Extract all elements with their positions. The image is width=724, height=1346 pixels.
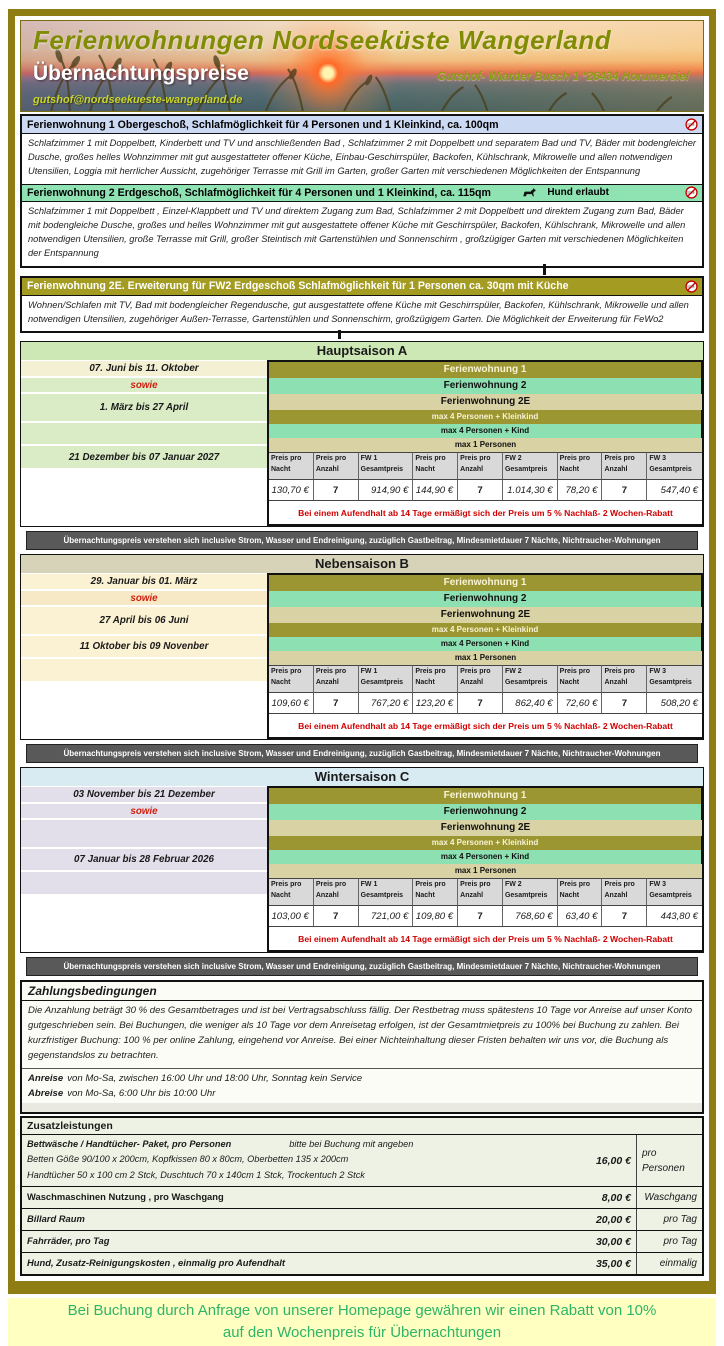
group-subheader: max 4 Personen + Kleinkind: [269, 623, 702, 637]
nights-cell: 7: [314, 906, 359, 927]
season-title: Wintersaison C: [21, 768, 703, 786]
nights-cell: 7: [314, 693, 359, 714]
column-header: Preis pro Anzahl: [458, 452, 503, 480]
group-header-fw2e: Ferienwohnung 2E: [269, 820, 702, 836]
apartment-2e-title: Ferienwohnung 2E. Erweiterung für FW2 Erdgeschoß Schlafmöglichkeit für 1 Personen ca. 30qm mit Küche: [27, 280, 569, 293]
apartment-1-header: [22, 116, 702, 134]
extras-label: Bettwäsche / Handtücher- Paket, pro Personen: [27, 1138, 232, 1149]
period-label: 07. Juni bis 11. Oktober: [21, 361, 267, 376]
page-subtitle: Übernachtungspreise: [33, 62, 249, 85]
extras-label: Hund, Zusatz-Reinigungskosten , einmalig pro Aufendhalt: [27, 1257, 285, 1269]
group-header-fw2: Ferienwohnung 2: [269, 378, 702, 394]
extras-unit: einmalig: [636, 1253, 702, 1274]
column-header: Preis pro Anzahl: [314, 452, 359, 480]
section-gap: [20, 333, 704, 339]
apartment-1-title: Ferienwohnung 1 Obergeschoß, Schlafmöglichkeit für 4 Personen und 1 Kleinkind, ca. 100qm: [27, 118, 499, 131]
discount-note: Bei einem Aufendhalt ab 14 Tage ermäßigt sich der Preis um 5 % Nachlaß- 2 Wochen-Rabatt: [269, 714, 702, 737]
column-header: Preis pro Anzahl: [602, 452, 647, 480]
apartment-2-header: [22, 184, 702, 202]
total-cell: 768,60 €: [503, 906, 558, 927]
extras-unit: Waschgang: [636, 1187, 702, 1208]
extras-label: Fahrräder, pro Tag: [27, 1235, 110, 1247]
period-label: 11 Oktober bis 09 Novenber: [21, 636, 267, 657]
column-header: Preis pro Anzahl: [314, 878, 359, 906]
no-smoking-icon: [685, 118, 698, 131]
apartment-2e-header: [22, 278, 702, 296]
price-cell: 109,60 €: [269, 693, 314, 714]
price-cell: 103,00 €: [269, 906, 314, 927]
extras-row-billiard: [22, 1209, 702, 1231]
period-label: 07 Januar bis 28 Februar 2026: [21, 849, 267, 870]
extras-price: 8,00 €: [601, 1191, 631, 1204]
extras-unit: pro Personen: [636, 1135, 702, 1187]
nights-cell: 7: [458, 480, 503, 501]
column-header: Preis pro Anzahl: [602, 665, 647, 693]
period-label: 03 November bis 21 Dezember: [21, 787, 267, 802]
column-header: FW 1 Gesamtpreis: [359, 665, 414, 693]
total-cell: 767,20 €: [359, 693, 414, 714]
info-bar: Übernachtungspreis verstehen sich inclusive Strom, Wasser und Endreinigung, zuzüglich Gastbeitrag, Mindesmietdauer 7 Nächte, Nichtraucher-Wohnungen: [26, 531, 698, 550]
group-header-fw2: Ferienwohnung 2: [269, 804, 702, 820]
period-label: [21, 872, 267, 894]
extras-unit: pro Tag: [636, 1231, 702, 1252]
column-header: Preis pro Nacht: [558, 452, 603, 480]
column-header: Preis pro Nacht: [413, 452, 458, 480]
period-label: sowie: [21, 591, 267, 605]
group-subheader: max 4 Personen + Kleinkind: [269, 410, 702, 424]
arrival-departure-info: [22, 1068, 702, 1103]
column-header: Preis pro Nacht: [413, 878, 458, 906]
season-table-nebensaison-b: [20, 554, 704, 740]
column-header: FW 2 Gesamtpreis: [503, 878, 558, 906]
column-header: Preis pro Nacht: [558, 878, 603, 906]
extras-row-dog-cleaning: [22, 1253, 702, 1274]
extras-unit: pro Tag: [636, 1209, 702, 1230]
price-cell: 144,90 €: [413, 480, 458, 501]
extras-section: [20, 1116, 704, 1277]
extras-row-washer: [22, 1187, 702, 1209]
period-label: 29. Januar bis 01. März: [21, 574, 267, 589]
column-header: Preis pro Nacht: [269, 665, 314, 693]
price-cell: 72,60 €: [558, 693, 603, 714]
extras-detail: Handtücher 50 x 100 cm 2 Stck, Duschtuch 70 x 140cm 1 Stck, Trockentuch 2 Stck: [27, 1169, 365, 1180]
section-gap: [20, 268, 704, 274]
season-title: Nebensaison B: [21, 555, 703, 573]
discount-line-2: auf den Wochenpreis für Übernachtungen: [222, 1324, 502, 1342]
apartment-2-description: Schlafzimmer 1 mit Doppelbett , Einzel-Klappbett und TV und direktem Zugang zum Bad, Schlafzimmer 2 mit Doppelbett und direktem Zugang zum Bad, Bäder mit bodengleiche Dusche, großes und helles Wohnzimmer mit gut ausgestattete offener Küche mit Geschirrspüler, Backofen, Kühlschrank, Mikrowelle und allen notwendigen Utensilien, große Terrasse mit Grill, großer Steintisch mit Gartenstühlen und Sonnenschirm , großzügiger Garten mit verschiedenen Möglichkeiten der Entspannung: [28, 205, 686, 258]
extras-label: Billard Raum: [27, 1213, 85, 1225]
address: Gutshof- Wiarder Busch 1 *26434 Horumersiel: [437, 71, 689, 83]
group-subheader: max 4 Personen + Kind: [269, 637, 702, 651]
price-cell: 63,40 €: [558, 906, 603, 927]
group-header-fw1: Ferienwohnung 1: [269, 788, 702, 804]
discount-note: Bei einem Aufendhalt ab 14 Tage ermäßigt sich der Preis um 5 % Nachlaß- 2 Wochen-Rabatt: [269, 927, 702, 950]
group-header-fw2e: Ferienwohnung 2E: [269, 394, 702, 410]
discount-line-1: Bei Buchung durch Anfrage von unserer Homepage gewähren wir einen Rabatt von 10%: [67, 1301, 657, 1319]
payment-terms-section: [20, 980, 704, 1113]
no-smoking-icon: [685, 280, 698, 293]
payment-terms-body: Die Anzahlung beträgt 30 % des Gesamtbetrages und ist bei Vertragsabschluss fällig. Der Restbetrag muss spätestens 10 Tage vor Anreise auf unser Konto gutgeschrieben sein. Bei Buchungen, die weniger als 10 Tage vor dem Anreisetag erfolgen, ist der Gesamtmietpreis zu 100% bei Buchung zu zahlen. Bei kurzfristiger Buchung: 100 % per online Zahlung, eingehend vor Anreise. Bei einer Nichteinhaltung dieser Fristen behalten wir uns vor, die Buchung als gegenstandslos zu betrachten.: [28, 1005, 693, 1062]
column-header: Preis pro Nacht: [413, 665, 458, 693]
dog-allowed-badge: Hund erlaubt: [547, 187, 609, 199]
column-header: FW 3 Gesamtpreis: [647, 665, 702, 693]
header-photo: [20, 20, 704, 112]
price-cell: 109,80 €: [413, 906, 458, 927]
price-table: [267, 360, 703, 526]
payment-terms-title: Zahlungsbedingungen: [22, 982, 702, 1001]
extras-note: bitte bei Buchung mit angeben: [289, 1138, 414, 1149]
extras-title: Zusatzleistungen: [22, 1118, 702, 1135]
total-cell: 914,90 €: [359, 480, 414, 501]
email-link[interactable]: gutshof@nordseekueste-wangerland.de: [33, 94, 243, 106]
group-subheader: max 1 Personen: [269, 651, 702, 665]
arrival-label: Anreise: [28, 1072, 64, 1084]
extras-label: Waschmaschinen Nutzung , pro Waschgang: [27, 1191, 224, 1203]
period-label: [21, 423, 267, 444]
discount-note: Bei einem Aufendhalt ab 14 Tage ermäßigt sich der Preis um 5 % Nachlaß- 2 Wochen-Rabatt: [269, 501, 702, 524]
dog-icon: [522, 187, 537, 198]
column-header: FW 1 Gesamtpreis: [359, 452, 414, 480]
info-bar: Übernachtungspreis verstehen sich inclusive Strom, Wasser und Endreinigung, zuzüglich Gastbeitrag, Mindesmietdauer 7 Nächte, Nichtraucher-Wohnungen: [26, 957, 698, 976]
group-subheader: max 4 Personen + Kind: [269, 850, 702, 864]
arrival-times: von Mo-Sa, zwischen 16:00 Uhr und 18:00 Uhr, Sonntag kein Service: [67, 1072, 363, 1084]
period-label: [21, 820, 267, 847]
apartment-2-title: Ferienwohnung 2 Erdgeschoß, Schlafmöglichkeit für 4 Personen und 1 Kleinkind, ca. 115qm: [27, 186, 491, 199]
season-periods: [21, 786, 267, 952]
apartment-box-1-2: [20, 114, 704, 268]
price-cell: 130,70 €: [269, 480, 314, 501]
total-cell: 547,40 €: [647, 480, 702, 501]
nights-cell: 7: [602, 693, 647, 714]
extras-row-bedlinen: [22, 1135, 702, 1188]
season-periods: [21, 573, 267, 739]
extras-price: 35,00 €: [595, 1257, 631, 1270]
extras-price: 16,00 €: [595, 1154, 631, 1167]
total-cell: 862,40 €: [503, 693, 558, 714]
column-header: Preis pro Nacht: [269, 878, 314, 906]
price-table: [267, 786, 703, 952]
group-subheader: max 1 Personen: [269, 864, 702, 878]
stray-mark: [338, 330, 341, 339]
total-cell: 721,00 €: [359, 906, 414, 927]
stray-mark: [543, 264, 546, 275]
column-header: FW 1 Gesamtpreis: [359, 878, 414, 906]
group-subheader: max 4 Personen + Kleinkind: [269, 836, 702, 850]
apartment-2e-description: Wohnen/Schlafen mit TV, Bad mit bodengleicher Regendusche, gut ausgestattete offene Küche mit Geschirrspüler, Backofen, Kühlschrank, Mikrowelle und allen notwendigen Utensilien, zugehöriger Außen-Terrasse, Gartenstühlen und Sonnenschirm, großzügigem Garten. Die Möglichkeit der Erweiterung für FeWo2: [28, 299, 689, 324]
nights-cell: 7: [458, 906, 503, 927]
group-subheader: max 1 Personen: [269, 438, 702, 452]
group-header-fw2: Ferienwohnung 2: [269, 591, 702, 607]
season-periods: [21, 360, 267, 526]
nights-cell: 7: [458, 693, 503, 714]
period-label: sowie: [21, 378, 267, 392]
period-label: sowie: [21, 804, 267, 818]
price-document: [8, 9, 716, 1294]
column-header: Preis pro Anzahl: [602, 878, 647, 906]
column-header: Preis pro Anzahl: [458, 878, 503, 906]
extras-price: 20,00 €: [595, 1213, 631, 1226]
nights-cell: 7: [602, 480, 647, 501]
extras-detail: Betten Göße 90/100 x 200cm, Kopfkissen 80 x 80cm, Oberbetten 135 x 200cm: [27, 1154, 349, 1165]
column-header: Preis pro Nacht: [269, 452, 314, 480]
column-header: Preis pro Anzahl: [314, 665, 359, 693]
page-title: Ferienwohnungen Nordseeküste Wangerland: [33, 25, 612, 55]
period-label: 21 Dezember bis 07 Januar 2027: [21, 446, 267, 468]
column-header: FW 3 Gesamtpreis: [647, 878, 702, 906]
group-header-fw1: Ferienwohnung 1: [269, 575, 702, 591]
total-cell: 443,80 €: [647, 906, 702, 927]
column-header: Preis pro Anzahl: [458, 665, 503, 693]
no-smoking-icon: [685, 186, 698, 199]
column-header: FW 3 Gesamtpreis: [647, 452, 702, 480]
apartment-box-2e: [20, 276, 704, 334]
period-label: 1. März bis 27 April: [21, 394, 267, 421]
group-header-fw1: Ferienwohnung 1: [269, 362, 702, 378]
season-title: Hauptsaison A: [21, 342, 703, 360]
season-table-wintersaison-c: [20, 767, 704, 953]
nights-cell: 7: [602, 906, 647, 927]
departure-label: Abreise: [28, 1088, 64, 1100]
price-table: [267, 573, 703, 739]
extras-price: 30,00 €: [595, 1235, 631, 1248]
price-cell: 78,20 €: [558, 480, 603, 501]
nights-cell: 7: [314, 480, 359, 501]
period-label: 27 April bis 06 Juni: [21, 607, 267, 634]
column-header: FW 2 Gesamtpreis: [503, 452, 558, 480]
apartment-1-description: Schlafzimmer 1 mit Doppelbett, Kinderbett und TV und anschließenden Bad , Schlafzimmer 2 mit Doppelbett und separatem Bad und TV, Bäder mit bodengleicher Dusche, großes helles Wohnzimmer mit gut ausgestatteter offener Küche, Einbau-Geschirrspüler, Backofen, Kühlschrank, Mikrowelle und allen notwendigen Utensilien, Loggia mit herrlicher Aussicht, zugehöriger Terrasse mit Grill im Garten, großer Garten mit verschiedenen Möglichkeiten der Entspannung: [28, 138, 697, 176]
info-bar: Übernachtungspreis verstehen sich inclusive Strom, Wasser und Endreinigung, zuzüglich Gastbeitrag, Mindesmietdauer 7 Nächte, Nichtraucher-Wohnungen: [26, 744, 698, 763]
price-cell: 123,20 €: [413, 693, 458, 714]
total-cell: 508,20 €: [647, 693, 702, 714]
column-header: FW 2 Gesamtpreis: [503, 665, 558, 693]
period-label: [21, 659, 267, 681]
group-subheader: max 4 Personen + Kind: [269, 424, 702, 438]
departure-times: von Mo-Sa, 6:00 Uhr bis 10:00 Uhr: [67, 1088, 216, 1100]
total-cell: 1.014,30 €: [503, 480, 558, 501]
group-header-fw2e: Ferienwohnung 2E: [269, 607, 702, 623]
season-table-hauptsaison-a: [20, 341, 704, 527]
payment-footer-strip: [22, 1103, 702, 1112]
extras-row-bikes: [22, 1231, 702, 1253]
homepage-discount-note: [8, 1298, 716, 1346]
column-header: Preis pro Nacht: [558, 665, 603, 693]
